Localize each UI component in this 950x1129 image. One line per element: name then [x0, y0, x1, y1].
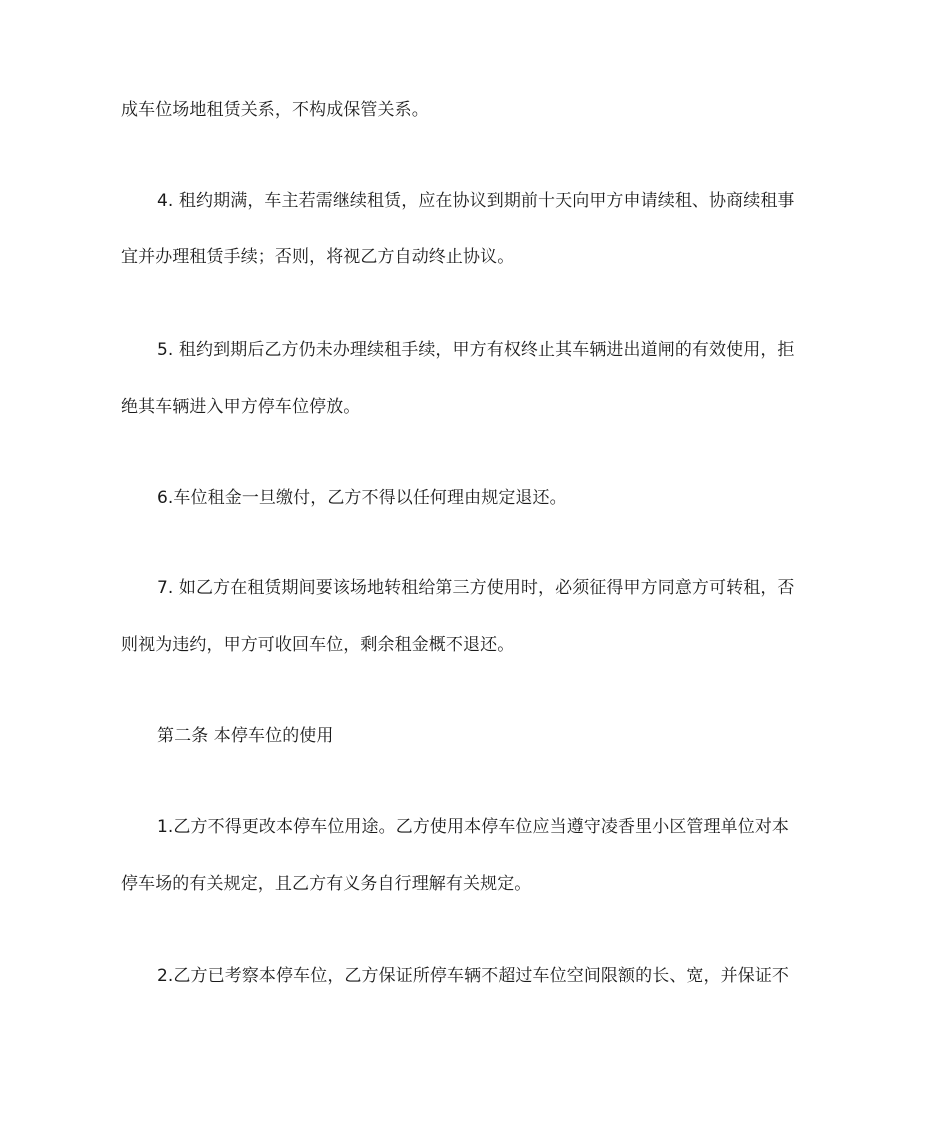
text-line-4: 5. 租约到期后乙方仍未办理续租手续，甲方有权终止其车辆进出道闸的有效使用，拒: [157, 340, 795, 360]
text-line-10: 1.乙方不得更改本停车位用途。乙方使用本停车位应当遵守凌香里小区管理单位对本: [157, 817, 790, 837]
text-line-6: 6.车位租金一旦缴付，乙方不得以任何理由规定退还。: [157, 488, 567, 508]
text-line-5: 绝其车辆进入甲方停车位停放。: [121, 397, 361, 417]
text-line-1: 成车位场地租赁关系，不构成保管关系。: [121, 100, 429, 120]
text-line-3: 宜并办理租赁手续；否则，将视乙方自动终止协议。: [121, 247, 515, 267]
section-heading: 第二条 本停车位的使用: [157, 726, 334, 746]
text-line-7: 7. 如乙方在租赁期间要该场地转租给第三方使用时，必须征得甲方同意方可转租，否: [157, 578, 795, 598]
text-line-11: 停车场的有关规定，且乙方有义务自行理解有关规定。: [121, 874, 532, 894]
text-line-2: 4. 租约期满，车主若需继续租赁，应在协议到期前十天向甲方申请续租、协商续租事: [157, 191, 795, 211]
text-line-8: 则视为违约，甲方可收回车位，剩余租金概不退还。: [121, 635, 515, 655]
text-line-12: 2.乙方已考察本停车位，乙方保证所停车辆不超过车位空间限额的长、宽，并保证不: [157, 966, 790, 986]
